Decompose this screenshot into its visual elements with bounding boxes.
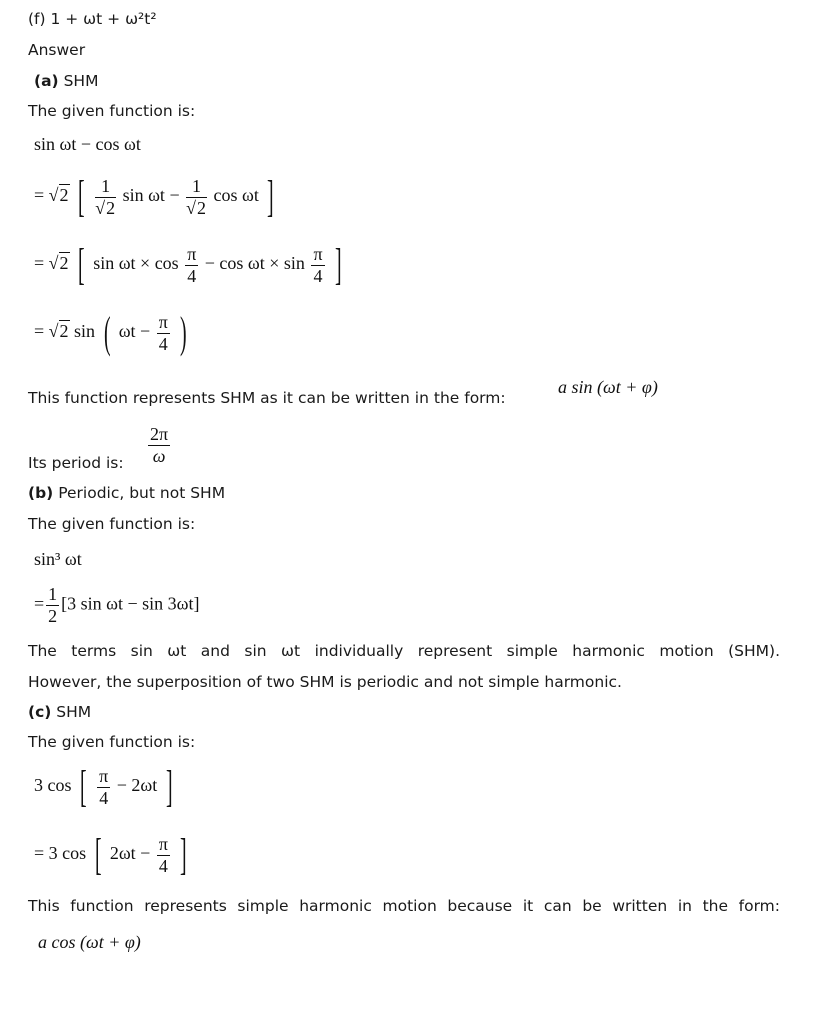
part-b-heading: [28, 484, 225, 502]
form-a-sin: a sin (ωt + φ): [558, 377, 658, 397]
part-a-text: SHM: [63, 72, 99, 90]
frac-pi-4-a: $\frac{\pi}{4}$: [187, 243, 197, 286]
given-function-a: The given function is:: [28, 102, 196, 120]
part-a-label: (a): [34, 72, 59, 90]
part-f-heading: (f) 1 + ωt + ω²t²: [28, 10, 157, 28]
period-line: Its period is:: [28, 454, 124, 472]
part-c-text: SHM: [56, 703, 92, 721]
frac-pi-4-b: $\frac{\pi}{4}$: [313, 243, 323, 286]
eq-c-0: 3 cos [ $\frac{\pi}{4}$ − 2ωt ]: [34, 762, 173, 811]
eq-a-1: = √2 [ $\frac{1}{√2}$ sin ωt − $\frac{1}{√2}$ cos ωt ]: [34, 172, 274, 221]
eq-b-0: sin³ ωt: [34, 549, 82, 569]
part-c-heading: [28, 703, 91, 721]
frac-pi-4-e: $\frac{\pi}{4}$: [158, 833, 168, 876]
however-line: However, the superposition of two SHM is periodic and not simple harmonic.: [28, 673, 622, 691]
frac-pi-4-d: $\frac{\pi}{4}$: [99, 765, 109, 808]
frac-1-sqrt2-a: $\frac{1}{√2}$: [95, 175, 116, 218]
given-function-c: The given function is:: [28, 733, 196, 751]
frac-pi-4-c: $\frac{\pi}{4}$: [158, 311, 168, 354]
eq-a-0: sin ωt − cos ωt: [34, 134, 141, 154]
part-c-label: (c): [28, 703, 52, 721]
answer-label: Answer: [28, 41, 86, 59]
eq-c-1: = 3 cos [ 2ωt − $\frac{\pi}{4}$ ]: [34, 830, 188, 879]
frac-1-2: $\frac{1}{2}$: [48, 584, 58, 626]
form-c-cos: a cos (ωt + φ): [38, 932, 141, 952]
period-fraction: $\frac{2\pi}{\omega}$: [150, 424, 169, 466]
given-function-b: The given function is:: [28, 515, 196, 533]
eq-a-3: = √2 sin ( ωt − $\frac{\pi}{4}$ ): [34, 308, 187, 357]
frac-1-sqrt2-b: $\frac{1}{√2}$: [186, 175, 206, 218]
part-b-text: Periodic, but not SHM: [58, 484, 226, 502]
represents-shm2-line: This function represents simple harmonic motion because it can be written in the form:: [28, 897, 780, 915]
part-a-heading: [34, 72, 98, 90]
terms-line: The terms sin ωt and sin ωt individually represent simple harmonic motion (SHM).: [28, 642, 780, 660]
represents-shm-line: This function represents SHM as it can be written in the form:: [28, 389, 506, 407]
eq-a-2: = √2 [ sin ωt × cos $\frac{\pi}{4}$ − cos ωt × sin $\frac{\pi}{4}$ ]: [34, 240, 342, 289]
eq-b-1: = $\frac{1}{2}$ [3 sin ωt − sin 3ωt]: [34, 584, 200, 626]
sqrt-arg: 2: [59, 185, 69, 206]
part-b-label: (b): [28, 484, 54, 502]
